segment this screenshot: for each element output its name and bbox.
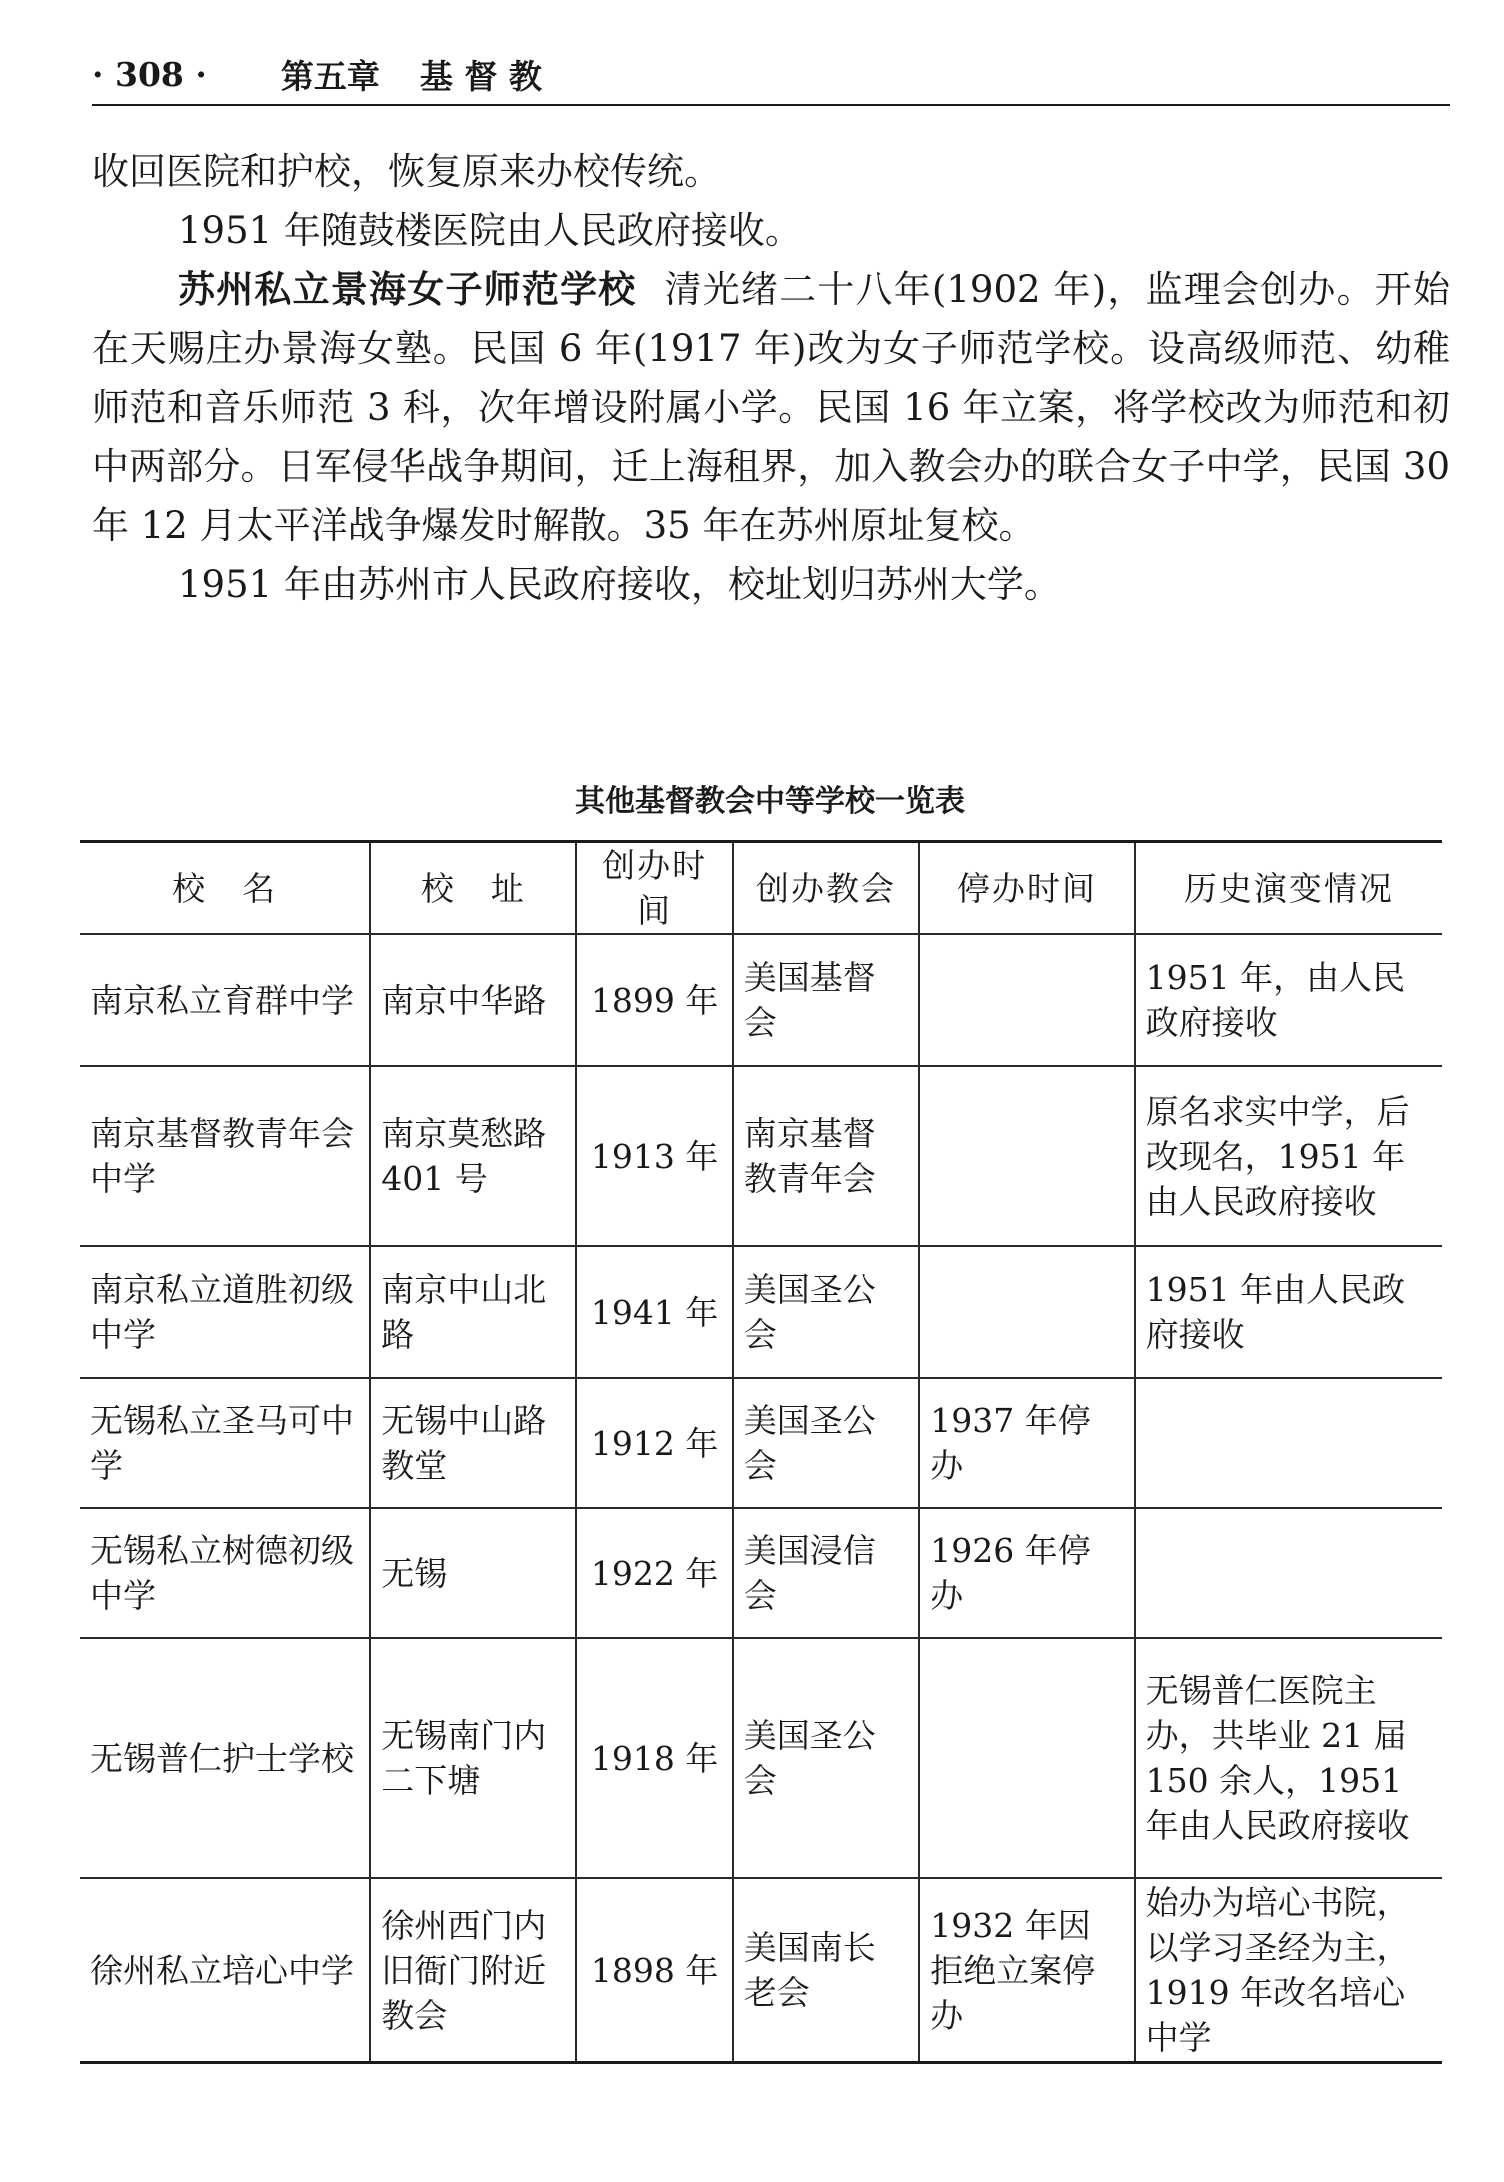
founded-cell: 1898 年 [576, 1878, 732, 2063]
address-cell: 徐州西门内旧衙门附近教会 [370, 1878, 576, 2063]
column-header: 校 址 [370, 842, 576, 935]
column-header: 停办时间 [919, 842, 1134, 935]
history-cell [1135, 1378, 1442, 1508]
table-row [80, 1878, 1442, 2063]
address-cell: 无锡中山路教堂 [370, 1378, 576, 1508]
closed-cell [919, 1066, 1134, 1246]
church-cell: 美国基督会 [733, 934, 920, 1066]
table-title: 其他基督教会中等学校一览表 [575, 784, 965, 819]
address-cell: 无锡 [370, 1508, 576, 1638]
closed-cell: 1926 年停办 [919, 1508, 1134, 1638]
column-header: 创办时间 [576, 842, 732, 935]
header-rule [92, 104, 1450, 106]
column-header: 校 名 [80, 842, 370, 935]
table-row [80, 1378, 1442, 1508]
history-cell: 无锡普仁医院主办，共毕业 21 届 150 余人，1951 年由人民政府接收 [1135, 1638, 1442, 1878]
school-name-cell: 南京私立道胜初级中学 [80, 1246, 370, 1378]
founded-cell: 1918 年 [576, 1638, 732, 1878]
church-cell: 美国浸信会 [733, 1508, 920, 1638]
table-row [80, 1638, 1442, 1878]
history-cell: 始办为培心书院，以学习圣经为主，1919 年改名培心中学 [1135, 1878, 1442, 2063]
address-cell: 南京中山北路 [370, 1246, 576, 1378]
founded-cell: 1941 年 [576, 1246, 732, 1378]
school-name-cell: 南京私立育群中学 [80, 934, 370, 1066]
school-name-cell: 南京基督教青年会中学 [80, 1066, 370, 1246]
paragraph-3 [92, 260, 1450, 555]
closed-cell: 1937 年停办 [919, 1378, 1134, 1508]
address-cell: 无锡南门内二下塘 [370, 1638, 576, 1878]
paragraph-4: 1951 年由苏州市人民政府接收，校址划归苏州大学。 [178, 563, 1061, 606]
history-cell: 1951 年由人民政府接收 [1135, 1246, 1442, 1378]
history-cell [1135, 1508, 1442, 1638]
founded-cell: 1899 年 [576, 934, 732, 1066]
school-name-cell: 无锡私立树德初级中学 [80, 1508, 370, 1638]
paragraph-1: 收回医院和护校，恢复原来办校传统。 [92, 150, 721, 193]
school-name-cell: 无锡普仁护士学校 [80, 1638, 370, 1878]
history-cell: 1951 年，由人民政府接收 [1135, 934, 1442, 1066]
founded-cell: 1912 年 [576, 1378, 732, 1508]
closed-cell [919, 1246, 1134, 1378]
table-row [80, 1508, 1442, 1638]
chapter-title: 基 督 教 [419, 56, 542, 96]
schools-table [80, 840, 1442, 2064]
table-row [80, 1066, 1442, 1246]
page-number: · 308 · [92, 54, 207, 94]
table-row [80, 1246, 1442, 1378]
church-cell: 美国圣公会 [733, 1246, 920, 1378]
column-header: 创办教会 [733, 842, 920, 935]
church-cell: 南京基督教青年会 [733, 1066, 920, 1246]
running-head [92, 46, 1450, 102]
founded-cell: 1913 年 [576, 1066, 732, 1246]
history-cell: 原名求实中学，后改现名，1951 年由人民政府接收 [1135, 1066, 1442, 1246]
body-text [92, 142, 1450, 614]
church-cell: 美国圣公会 [733, 1638, 920, 1878]
closed-cell [919, 1638, 1134, 1878]
column-header: 历史演变情况 [1135, 842, 1442, 935]
school-history: 清光绪二十八年(1902 年)，监理会创办。开始在天赐庄办景海女塾。民国 6 年(1917 年)改为女子师范学校。设高级师范、幼稚师范和音乐师范 3 科，次年增设附属小学。民国 16 年立案，将学校改为师范和初中两部分。日军侵华战争期间，迁上海租界，加入教会办的联合女子中学，民国 30 年 12 月太平洋战争爆发时解散。35 年在苏州原址复校。 [92, 268, 1450, 547]
school-name-cell: 无锡私立圣马可中学 [80, 1378, 370, 1508]
school-name-cell: 徐州私立培心中学 [80, 1878, 370, 2063]
table-row [80, 934, 1442, 1066]
closed-cell [919, 934, 1134, 1066]
chapter-number: 第五章 [280, 56, 380, 96]
church-cell: 美国南长老会 [733, 1878, 920, 2063]
school-heading: 苏州私立景海女子师范学校 [178, 268, 637, 311]
table-header-row [80, 842, 1442, 935]
address-cell: 南京莫愁路401 号 [370, 1066, 576, 1246]
founded-cell: 1922 年 [576, 1508, 732, 1638]
closed-cell: 1932 年因拒绝立案停办 [919, 1878, 1134, 2063]
paragraph-2: 1951 年随鼓楼医院由人民政府接收。 [178, 209, 802, 252]
address-cell: 南京中华路 [370, 934, 576, 1066]
church-cell: 美国圣公会 [733, 1378, 920, 1508]
